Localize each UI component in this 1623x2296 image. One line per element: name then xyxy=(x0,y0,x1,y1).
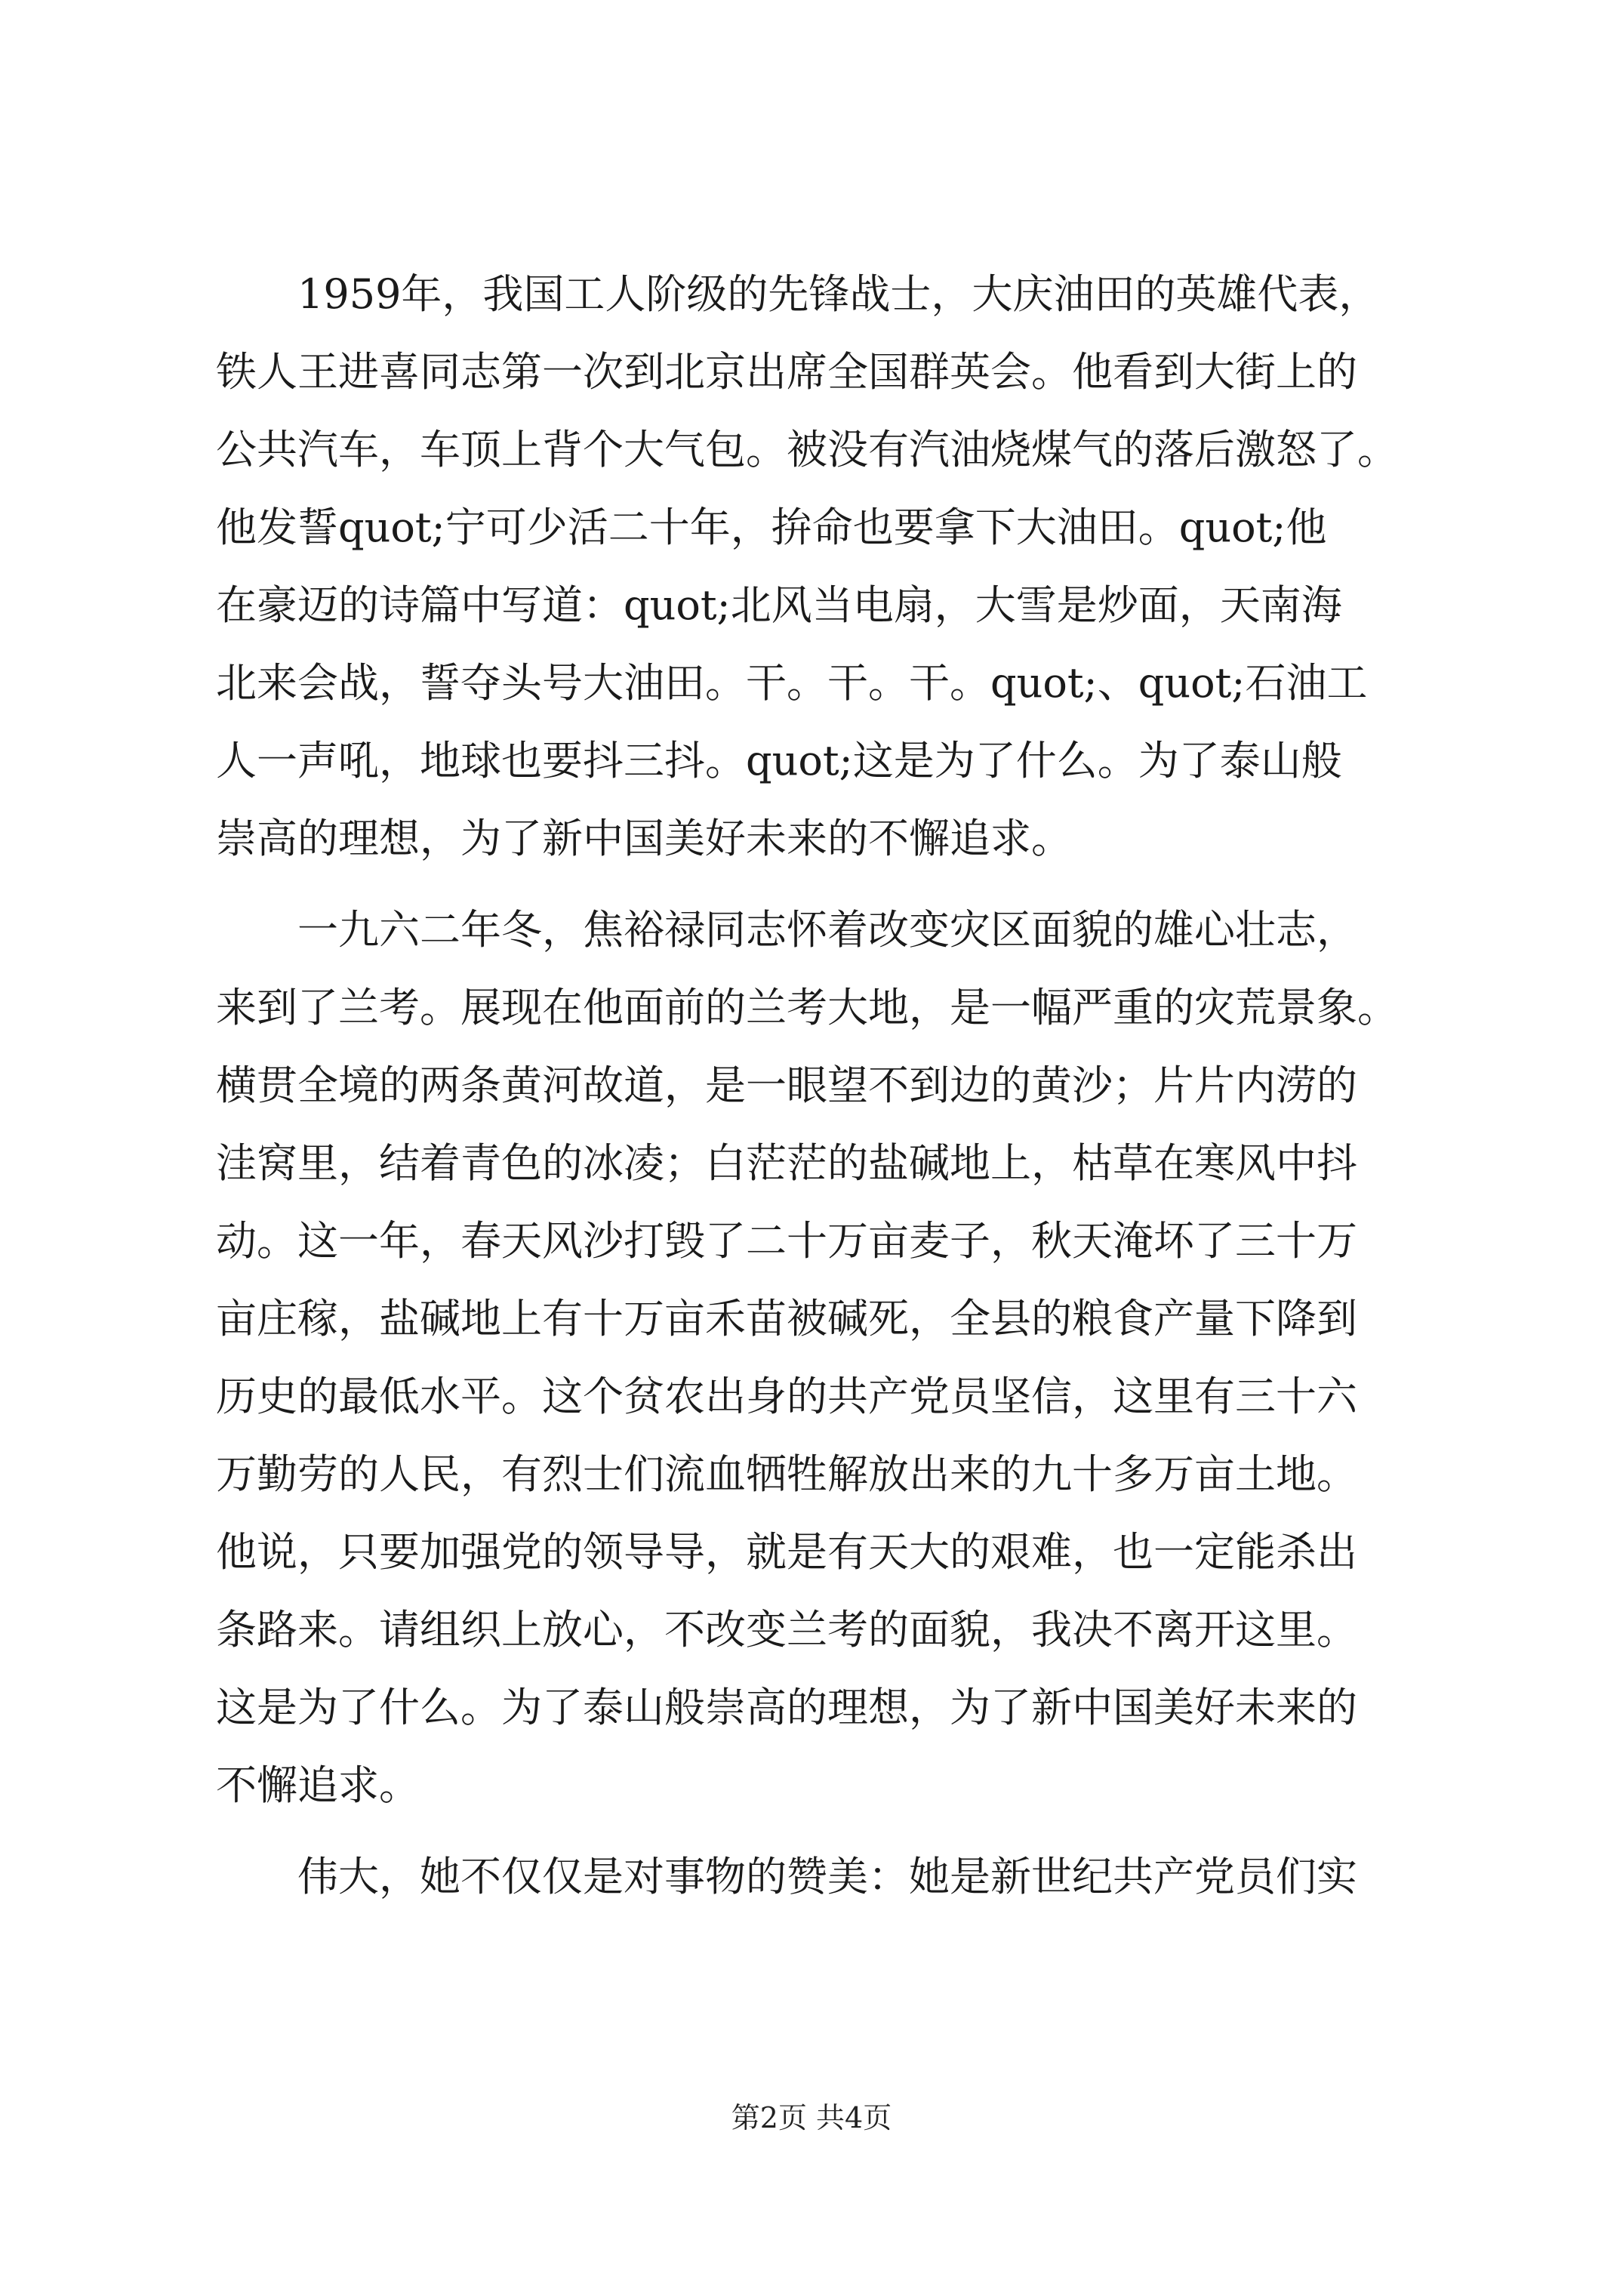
paragraph-line: 人一声吼，地球也要抖三抖。quot;这是为了什么。为了泰山般 xyxy=(216,737,1342,784)
paragraph-line: 动。这一年，春天风沙打毁了二十万亩麦子，秋天淹坏了三十万 xyxy=(216,1217,1357,1265)
paragraph-line: 横贯全境的两条黄河故道，是一眼望不到边的黄沙；片片内涝的 xyxy=(216,1062,1357,1109)
paragraph-line: 来到了兰考。展现在他面前的兰考大地，是一幅严重的灾荒景象。 xyxy=(216,984,1398,1031)
paragraph-line: 万勤劳的人民，有烈士们流血牺牲解放出来的九十多万亩土地。 xyxy=(216,1450,1357,1498)
paragraph-line: 1959年，我国工人阶级的先锋战士，大庆油田的英雄代表， xyxy=(216,270,1380,318)
paragraph-2 xyxy=(216,891,1439,1824)
paragraph-line: 条路来。请组织上放心，不改变兰考的面貌，我决不离开这里。 xyxy=(216,1606,1357,1653)
paragraph-line: 崇高的理想，为了新中国美好未来的不懈追求。 xyxy=(216,815,1072,862)
paragraph-line: 洼窝里，结着青色的冰凌；白茫茫的盐碱地上，枯草在寒风中抖 xyxy=(216,1139,1357,1187)
paragraph-gap xyxy=(216,877,1439,891)
paragraph-line: 在豪迈的诗篇中写道：quot;北风当电扇，大雪是炒面，天南海 xyxy=(216,581,1342,629)
paragraph-1 xyxy=(216,255,1439,877)
paragraph-line: 不懈追求。 xyxy=(216,1761,420,1809)
page-footer: 第2页 共4页 xyxy=(731,2101,892,2134)
body-text xyxy=(216,255,1439,1915)
paragraph-line: 公共汽车，车顶上背个大气包。被没有汽油烧煤气的落后激怒了。 xyxy=(216,426,1398,473)
paragraph-line: 他发誓quot;宁可少活二十年，拚命也要拿下大油田。quot;他 xyxy=(216,504,1327,551)
paragraph-line: 铁人王进喜同志第一次到北京出席全国群英会。他看到大街上的 xyxy=(216,348,1357,396)
paragraph-line: 亩庄稼，盐碱地上有十万亩禾苗被碱死，全县的粮食产量下降到 xyxy=(216,1295,1357,1342)
paragraph-line: 一九六二年冬，焦裕禄同志怀着改变灾区面貌的雄心壮志， xyxy=(216,906,1357,954)
paragraph-3 xyxy=(216,1838,1439,1915)
paragraph-line: 历史的最低水平。这个贫农出身的共产党员坚信，这里有三十六 xyxy=(216,1373,1357,1420)
paragraph-line: 这是为了什么。为了泰山般崇高的理想，为了新中国美好未来的 xyxy=(216,1684,1357,1731)
paragraph-line: 他说，只要加强党的领导导，就是有天大的艰难，也一定能杀出 xyxy=(216,1528,1357,1576)
paragraph-gap xyxy=(216,1824,1439,1838)
paragraph-line: 伟大，她不仅仅是对事物的赞美：她是新世纪共产党员们实 xyxy=(216,1853,1357,1900)
paragraph-line: 北来会战，誓夺头号大油田。干。干。干。quot;、quot;石油工 xyxy=(216,659,1368,707)
